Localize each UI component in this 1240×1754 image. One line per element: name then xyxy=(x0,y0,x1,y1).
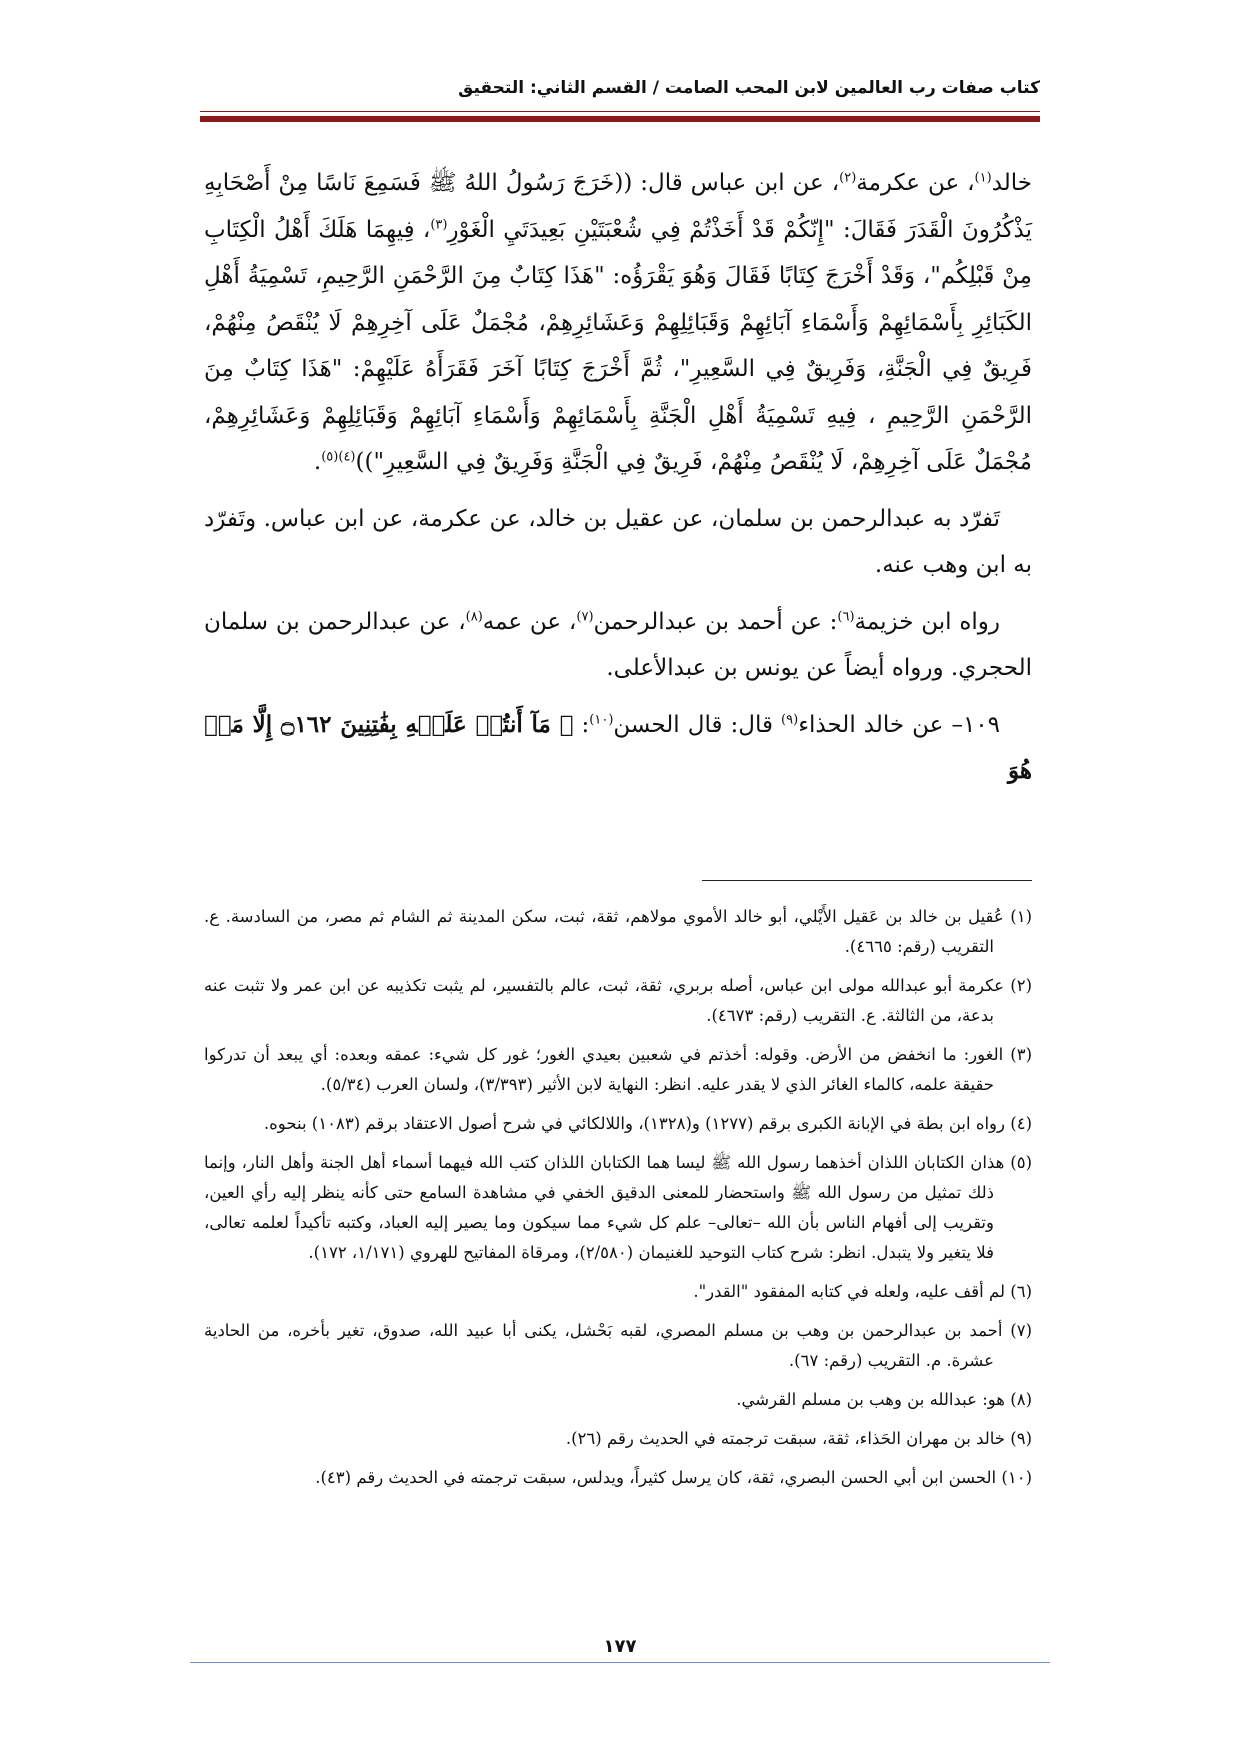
text-span: ، فِيهِمَا هَلَكَ أَهْلُ الْكِتَابِ مِنْ قَبْلِكُم"، وَقَدْ أَخْرَجَ كِتَابًا فَقَالَ وَهُوَ يَقْرَؤُه: "هَذَا كِتَابٌ مِنَ الرَّحْمَنِ الرَّحِيمِ، تَسْمِيَةُ أَهْلِ الكَبَائِرِ بِأَسْمَائِهِمْ وَأَسْمَاءِ آبَائِهِمْ وَقَبَائِلِهِمْ وَعَشَائِرِهِمْ، مُجْمَلٌ عَلَى آخِرِهِمْ لَا يُنْقَصُ مِنْهُمْ، فَرِيقٌ فِي الْجَنَّةِ، وَفَرِيقٌ فِي السَّعِيرِ"، ثُمَّ أَخْرَجَ كِتَابًا آخَرَ فَقَرَأَهُ عَلَيْهِمْ: "هَذَا كِتَابٌ مِنَ الرَّحْمَنِ الرَّحِيمِ ، فِيهِ تَسْمِيَةُ أَهْلِ الْجَنَّةِ بِأَسْمَائِهِمْ وَأَسْمَاءِ آبَائِهِمْ وَقَبَائِلِهِمْ وَعَشَائِرِهِمْ، مُجْمَلٌ عَلَى آخِرِهِمْ، لَا يُنْقَصُ مِنْهُمْ، فَرِيقٌ فِي الْجَنَّةِ وَفَرِيقٌ فِي السَّعِيرِ")) xyxy=(204,216,1032,475)
footnote-separator xyxy=(702,880,1032,881)
footnote-10: (١٠) الحسن ابن أبي الحسن البصري، ثقة، كان يرسل كثيراً، ويدلس، سبقت ترجمته في الحديث رقم (٤٣). xyxy=(315,1468,1032,1487)
footnote-6: (٦) لم أقف عليه، ولعله في كتابه المفقود "القدر". xyxy=(693,1282,1032,1301)
footnote-ref[interactable]: (٨) xyxy=(465,608,483,624)
text-span: رواه ابن خزيمة xyxy=(854,608,1000,635)
text-span: : عن أحمد بن عبدالرحمن xyxy=(593,608,838,635)
text-span: ١٠٩– عن خالد الحذاء xyxy=(798,711,1001,738)
footnote-ref[interactable]: (١٠) xyxy=(589,711,614,727)
footnote-ref[interactable]: (٧) xyxy=(576,608,594,624)
footnote-ref[interactable]: (٤)(٥) xyxy=(321,449,356,465)
footnote-8: (٨) هو: عبدالله بن وهب بن مسلم القرشي. xyxy=(736,1390,1032,1409)
text-span: . xyxy=(313,449,322,475)
text-span: : xyxy=(573,711,590,738)
footnote-ref[interactable]: (٩) xyxy=(781,711,799,727)
main-text xyxy=(204,160,1032,805)
footnotes xyxy=(204,902,1032,1502)
paragraph-hadith-text xyxy=(204,160,1032,486)
paragraph-tafarrud: تَفرّد به عبدالرحمن بن سلمان، عن عقيل بن خالد، عن عكرمة، عن ابن عباس. وتَفرّد به ابن وهب عنه. xyxy=(204,505,1032,578)
footnote-4: (٤) رواه ابن بطة في الإبانة الكبرى برقم (١٢٧٧) و(١٣٢٨)، واللالكائي في شرح أصول الاعتقاد برقم (١٠٨٣) بنحوه. xyxy=(263,1114,1032,1133)
text-span: ، عن عكرمة xyxy=(856,170,975,196)
footnote-7: (٧) أحمد بن عبدالرحمن بن وهب بن مسلم المصري، لقبه بَحْشل، يكنى أبا عبيد الله، صدوق، تغير بأخره، من الحادية عشرة. م. التقريب (رقم: ٦٧). xyxy=(204,1321,1032,1370)
text-span: ، عن عمه xyxy=(482,608,577,635)
text-span: قال: قال الحسن xyxy=(613,711,782,738)
text-span: ، عن عبدالرحمن بن سلمان الحجري. ورواه أيضاً عن يونس بن عبدالأعلى. xyxy=(204,608,1032,681)
paragraph-hadith-109 xyxy=(204,702,1032,795)
header-rule-top xyxy=(200,111,1040,112)
footnote-ref[interactable]: (٦) xyxy=(837,608,855,624)
header-rule-thick xyxy=(200,116,1040,122)
footnote-5: (٥) هذان الكتابان اللذان أخذهما رسول الله ﷺ ليسا هما الكتابان اللذان كتب الله فيهما أسماء أهل الجنة وأهل النار، وإنما ذلك تمثيل من رسول الله ﷺ واستحضار للمعنى الدقيق الخفي في مشاهدة السامع حتى كأنه ينظر إليه رأي العين، وتقريب إلى أفهام الناس بأن الله –تعالى– علم كل شيء مما سيكون وما يصير إليه العباد، وكتبه تأكيداً لعلمه تعالى، فلا يتغير ولا يتبدل. انظر: شرح كتاب التوحيد للغنيمان (٢/٥٨٠)، ومرقاة المفاتيح للهروي (١/١٧١، ١٧٢). xyxy=(204,1153,1032,1262)
paragraph-riwaya xyxy=(204,599,1032,692)
quran-verse: ﴿ مَآ أَنتُمۡ عَلَيۡهِ بِفَٰتِنِينَ ۝١٦٢ إِلَّا مَنۡ هُوَ xyxy=(204,710,1032,784)
footnote-ref[interactable]: (١) xyxy=(974,170,992,186)
footnote-1: (١) عُقيل بن خالد بن عَقيل الأَيْلي، أبو خالد الأموي مولاهم، ثقة، ثبت، سكن المدينة ثم الشام ثم مصر، من السادسة. ع. التقريب (رقم: ٤٦٦٥). xyxy=(204,907,1032,956)
footnote-ref[interactable]: (٢) xyxy=(839,170,857,186)
footer-rule xyxy=(190,1662,1050,1663)
footnote-2: (٢) عكرمة أبو عبدالله مولى ابن عباس، أصله بربري، ثقة، ثبت، عالم بالتفسير، لم يثبت تكذيبه عن ابن عمر ولا تثبت عنه بدعة، من الثالثة. ع. التقريب (رقم: ٤٦٧٣). xyxy=(204,976,1032,1025)
text-span: ، عن ابن عباس قال: ((خَرَجَ رَسُولُ اللهُ ﷺ فَسَمِعَ نَاسًا مِنْ أَصْحَابِهِ يَذْكُرُونَ الْقَدَرَ فَقَالَ: "إِنّكُمْ قَدْ أَخَذْتُمْ فِي شُعْبَتَيْنِ بَعِيدَتَيِ الْغَوْرِ xyxy=(204,170,1033,243)
footnote-3: (٣) الغور: ما انخفض من الأرض. وقوله: أخذتم في شعبين بعيدي الغور؛ غور كل شيء: عمقه وبعده: أي يبعد أن تدركوا حقيقة علمه، كالماء الغائر الذي لا يقدر عليه. انظر: النهاية لابن الأثير (٣/٣٩٣)، ولسان العرب (٥/٣٤). xyxy=(204,1045,1032,1094)
running-header: كتاب صفات رب العالمين لابن المحب الصامت / القسم الثاني: التحقيق xyxy=(458,78,1040,98)
footnote-9: (٩) خالد بن مهران الحَذاء، ثقة، سبقت ترجمته في الحديث رقم (٢٦). xyxy=(565,1429,1032,1448)
page-number: ١٧٧ xyxy=(603,1636,637,1657)
text-span: خالد xyxy=(991,170,1032,196)
footnote-ref[interactable]: (٣) xyxy=(430,216,448,232)
